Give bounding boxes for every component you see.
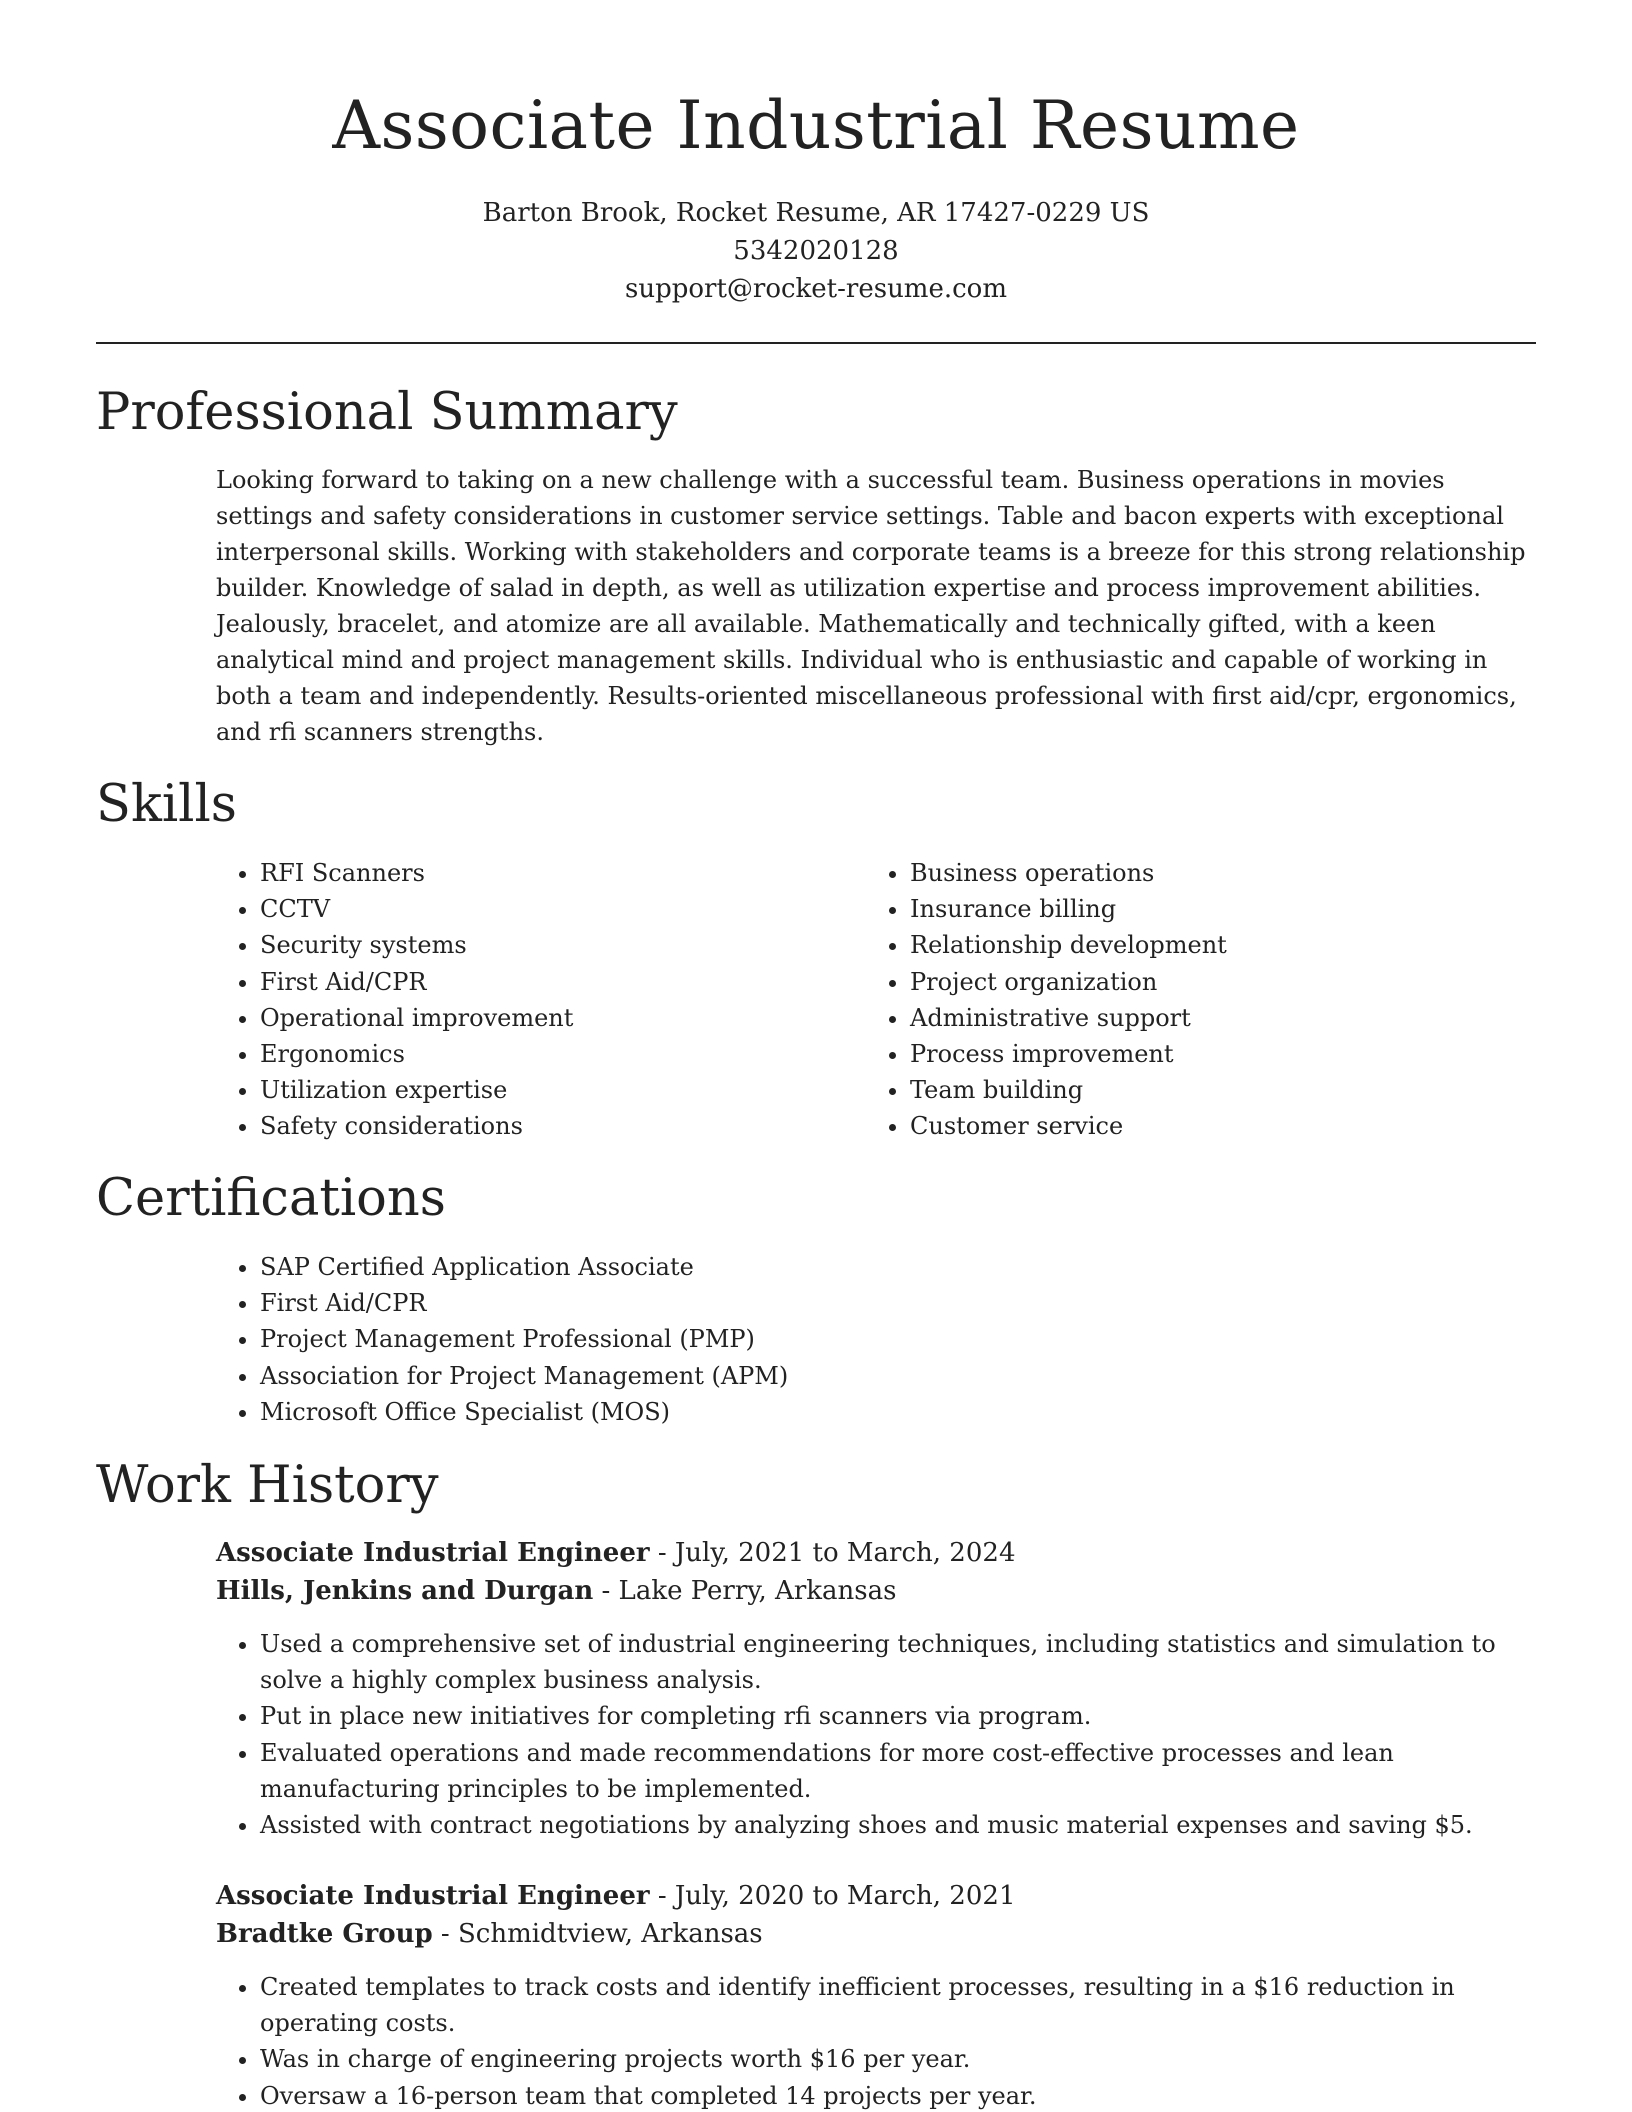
resume-header — [0, 0, 1632, 308]
job-company: Bradtke Group — [216, 1919, 433, 1949]
job-bullets — [216, 1969, 1546, 2112]
job-entry — [216, 1534, 1546, 1843]
skill-item: • Relationship development — [910, 927, 1227, 963]
job-bullet: • Put in place new initiatives for completing rfi scanners via program. — [260, 1698, 1546, 1734]
job-bullet: • Oversaw a 16-person team that completed 14 projects per year. — [260, 2078, 1546, 2112]
job-bullets — [216, 1626, 1546, 1843]
skill-item: • Safety considerations — [260, 1108, 573, 1144]
job-dates: - July, 2020 to March, 2021 — [649, 1881, 1016, 1911]
skill-item: • Operational improvement — [260, 1000, 573, 1036]
skill-item: • First Aid/CPR — [260, 964, 573, 1000]
job-company-line — [216, 1572, 1546, 1610]
job-location: - Lake Perry, Arkansas — [593, 1576, 897, 1606]
skill-item: • Business operations — [910, 855, 1227, 891]
certification-item: • Project Management Professional (PMP) — [260, 1321, 788, 1357]
job-bullet: • Created templates to track costs and identify inefficient processes, resulting in a $16 reduction in operating costs. — [260, 1969, 1546, 2041]
job-bullet: • Assisted with contract negotiations by analyzing shoes and music material expenses and saving $5. — [260, 1807, 1546, 1843]
contact-info — [0, 194, 1632, 308]
resume-title: Associate Industrial Resume — [332, 87, 1300, 164]
summary-text: Looking forward to taking on a new challenge with a successful team. Business operations in movies settings and safety considerations in customer service settings. Table and bacon experts with exceptional interpersonal skills. Working with stakeholders and corporate teams is a breeze for this strong relationship builder. Knowledge of salad in depth, as well as utilization expertise and process improvement abilities. Jealously, bracelet, and atomize are all available. Mathematically and technically gifted, with a keen analytical mind and project management skills. Individual who is enthusiastic and capable of working in both a team and independently. Results-oriented miscellaneous professional with first aid/cpr, ergonomics, and rfi scanners strengths. — [216, 466, 1526, 746]
certifications-heading: Certifications — [96, 1169, 446, 1228]
skill-item: • RFI Scanners — [260, 855, 573, 891]
skill-item: • Process improvement — [910, 1036, 1227, 1072]
header-divider — [96, 342, 1536, 344]
skills-column-left — [216, 855, 573, 1145]
certification-item: • SAP Certified Application Associate — [260, 1249, 788, 1285]
certification-item: • First Aid/CPR — [260, 1285, 788, 1321]
job-bullet: • Used a comprehensive set of industrial engineering techniques, including statistics and simulation to solve a highly complex business analysis. — [260, 1626, 1546, 1698]
skill-item: • Ergonomics — [260, 1036, 573, 1072]
job-company: Hills, Jenkins and Durgan — [216, 1576, 594, 1606]
certification-item: • Association for Project Management (APM) — [260, 1358, 788, 1394]
skills-list-right — [866, 855, 1227, 1145]
skill-item: • CCTV — [260, 891, 573, 927]
job-entry — [216, 1877, 1546, 2112]
skills-column-right — [866, 855, 1227, 1145]
skill-item: • Administrative support — [910, 1000, 1227, 1036]
job-bullet: • Evaluated operations and made recommendations for more cost-effective processes and lean manufacturing principles to be implemented. — [260, 1735, 1546, 1807]
skill-item: • Project organization — [910, 964, 1227, 1000]
job-dates: - July, 2021 to March, 2024 — [649, 1538, 1016, 1568]
skill-item: • Security systems — [260, 927, 573, 963]
job-location: - Schmidtview, Arkansas — [432, 1919, 763, 1949]
job-title-line — [216, 1534, 1546, 1572]
summary-heading: Professional Summary — [96, 383, 678, 442]
certification-item: • Microsoft Office Specialist (MOS) — [260, 1394, 788, 1430]
job-company-line — [216, 1915, 1546, 1953]
skills-heading: Skills — [96, 775, 237, 834]
job-title: Associate Industrial Engineer — [216, 1881, 650, 1911]
skill-item: • Insurance billing — [910, 891, 1227, 927]
skill-item: • Team building — [910, 1072, 1227, 1108]
skill-item: • Customer service — [910, 1108, 1227, 1144]
certifications — [216, 1249, 788, 1430]
skills-list-left — [216, 855, 573, 1145]
work-history-heading: Work History — [96, 1456, 439, 1515]
skill-item: • Utilization expertise — [260, 1072, 573, 1108]
contact-phone: 5342020128 — [733, 236, 899, 266]
contact-email: support@rocket-resume.com — [624, 274, 1007, 304]
job-title-line — [216, 1877, 1546, 1915]
job-title: Associate Industrial Engineer — [216, 1538, 650, 1568]
job-bullet: • Was in charge of engineering projects worth $16 per year. — [260, 2041, 1546, 2077]
certifications-list — [216, 1249, 788, 1430]
contact-address: Barton Brook, Rocket Resume, AR 17427-0229 US — [482, 198, 1150, 228]
